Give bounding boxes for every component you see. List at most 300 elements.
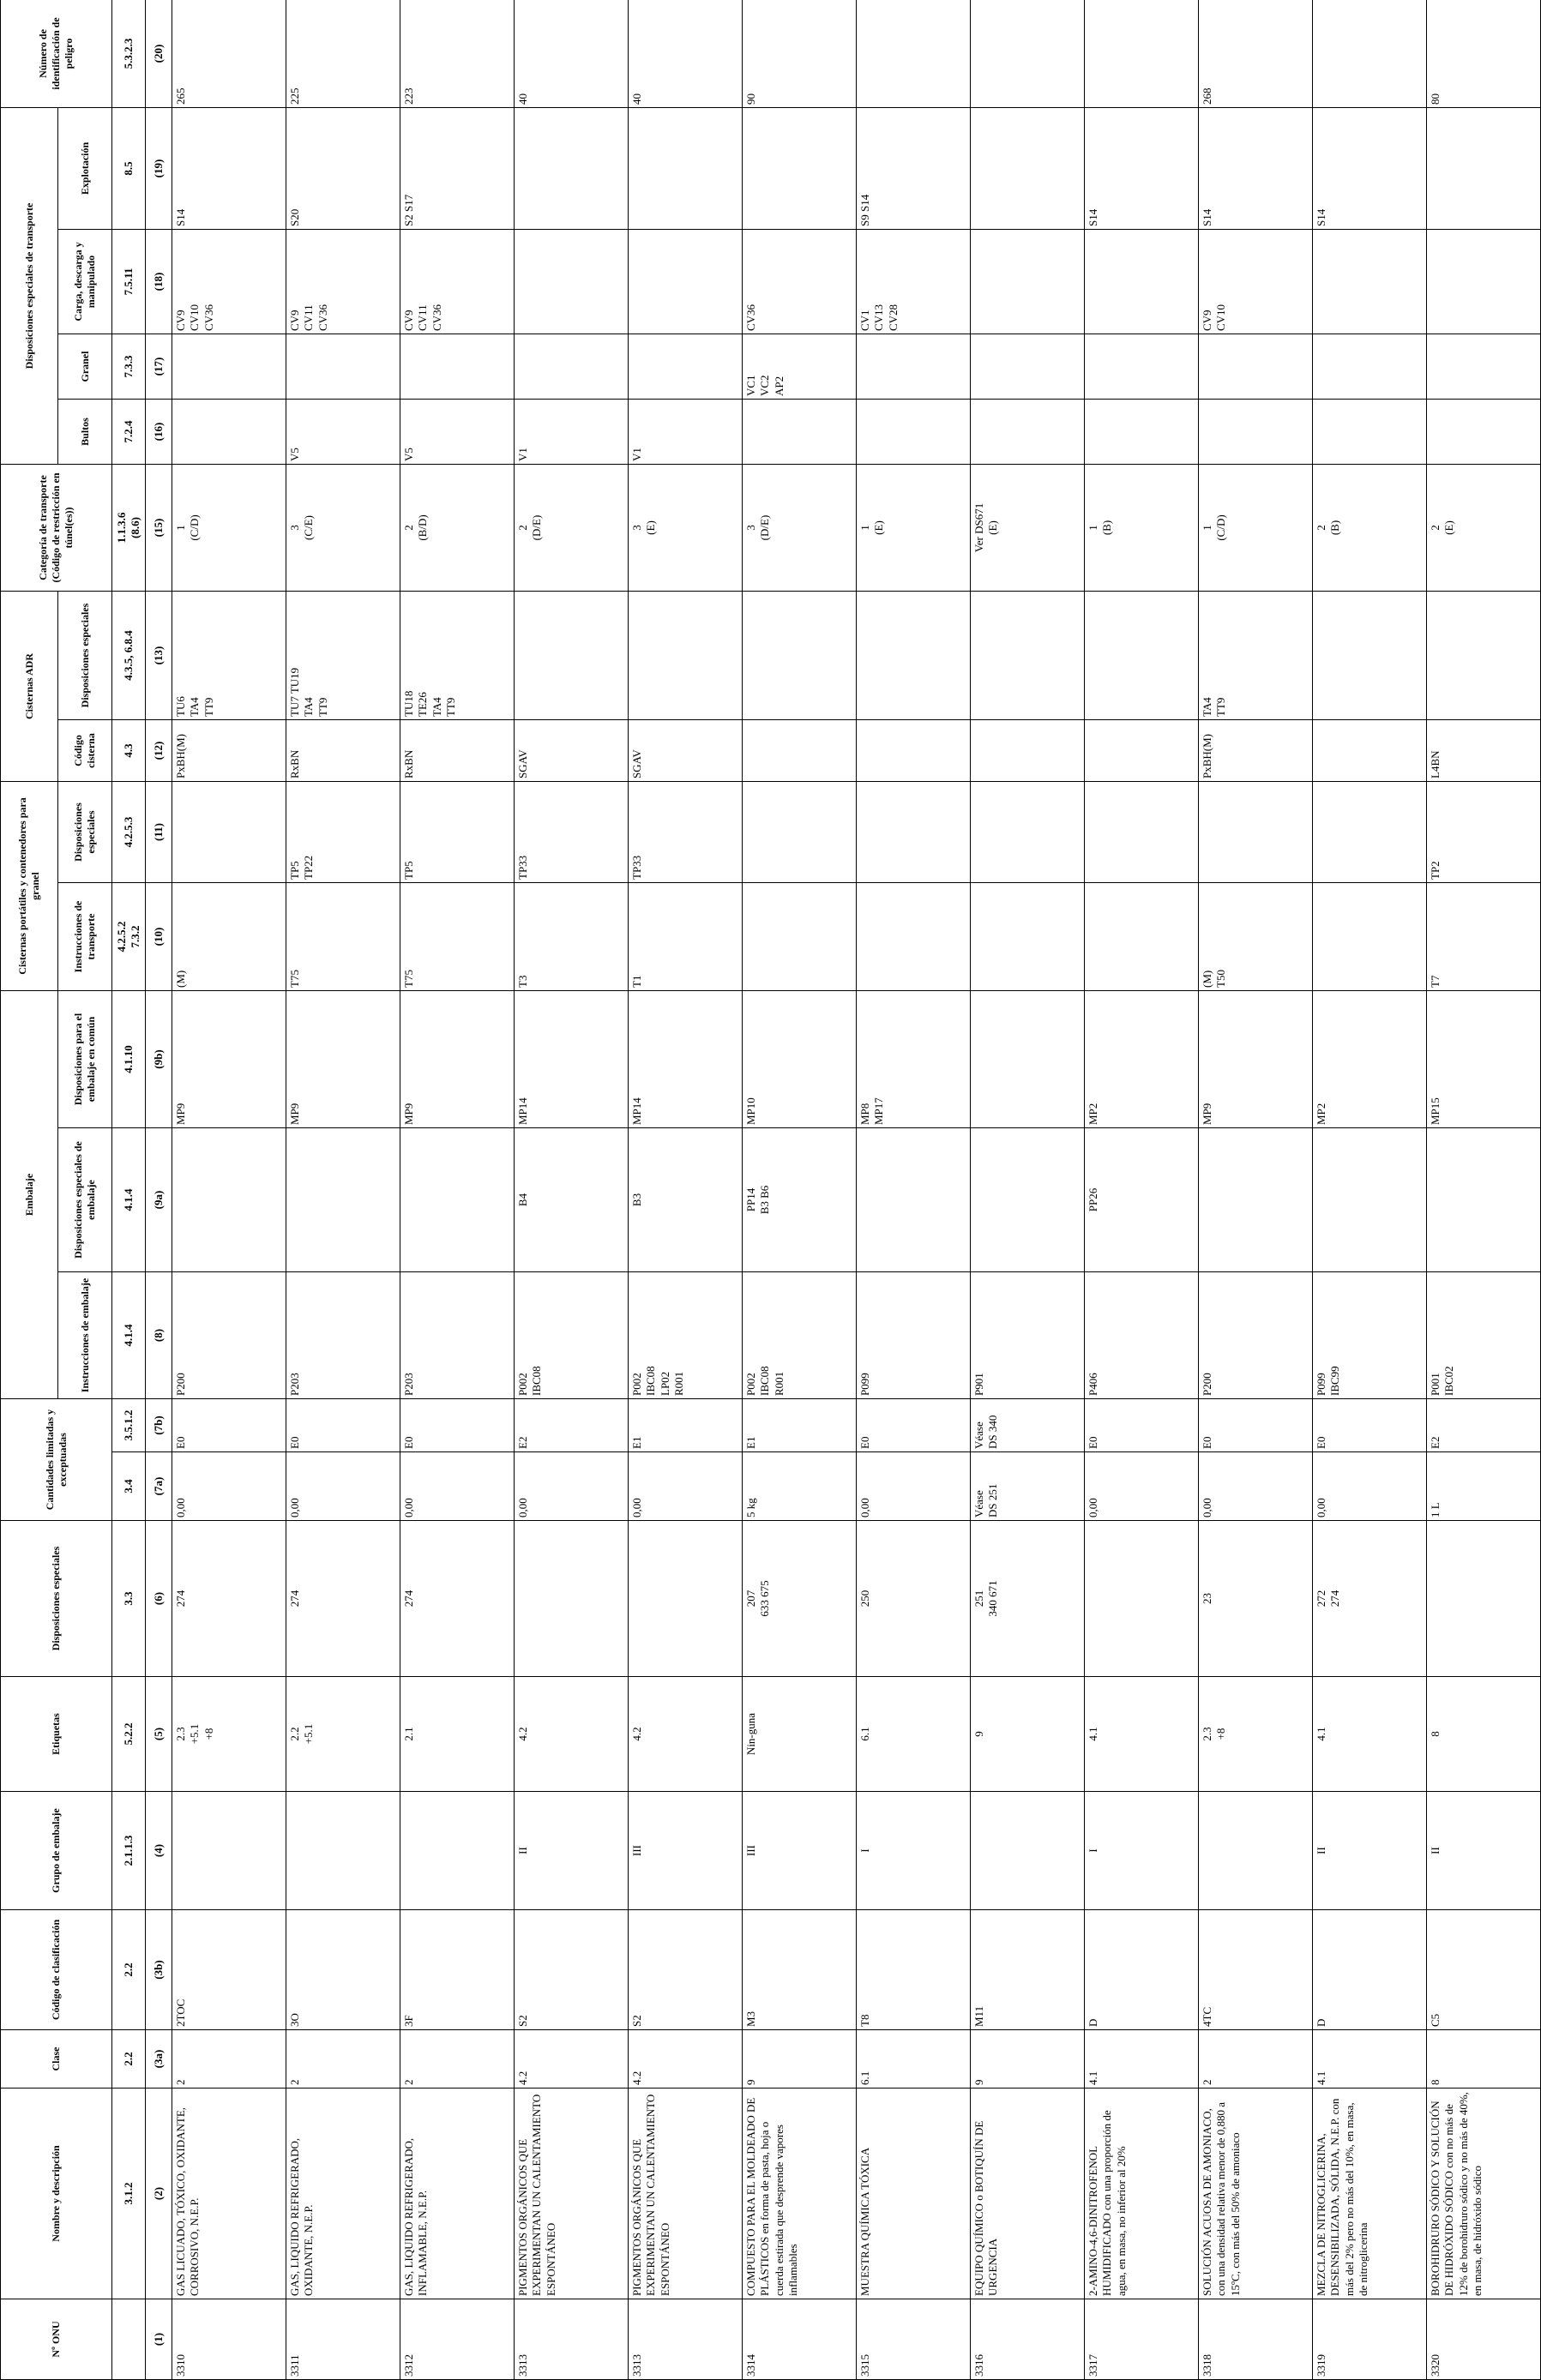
cell-clase: 2 [286, 2030, 400, 2089]
cell-cp-disp [1199, 782, 1313, 883]
table-row [515, 0, 629, 2380]
header-categoria: Categoría de transporte (Código de restricción en túnel(es)) [1, 465, 112, 592]
cell-cp-instr: (M) T50 [1199, 883, 1313, 991]
cell-adr-codigo: PxBH(M) [1199, 720, 1313, 782]
cell-etiquetas: 4.2 [629, 1677, 743, 1792]
cell-disp-esp [1085, 1521, 1199, 1677]
col-number: (1) [146, 2299, 172, 2380]
cell-bultos: V1 [629, 400, 743, 465]
ref-cell: 3.1.2 [112, 2089, 146, 2299]
ref-cell: 7.3.3 [112, 334, 146, 400]
cell-cp-disp [971, 782, 1085, 883]
cell-peligro: 223 [400, 0, 515, 107]
cell-cp-instr: T75 [400, 883, 515, 991]
cell-disp-esp: 23 [1199, 1521, 1313, 1677]
cell-cp-disp [743, 782, 857, 883]
cell-explotacion: S9 S14 [857, 107, 971, 229]
cell-peligro [857, 0, 971, 107]
cell-eq: E0 [1313, 1399, 1427, 1452]
cell-un: 3310 [172, 2299, 286, 2380]
cell-emb-instr: P200 [172, 1272, 286, 1399]
col-number: (5) [146, 1677, 172, 1792]
cell-adr-disp [1313, 592, 1427, 720]
cell-grupo [400, 1792, 515, 1910]
cell-bultos [743, 400, 857, 465]
cell-grupo: II [1313, 1792, 1427, 1910]
cell-categoria: 1 (B) [1085, 465, 1199, 592]
cell-adr-disp [743, 592, 857, 720]
cell-emb-disp [286, 1128, 400, 1272]
cell-emb-comun: MP14 [629, 991, 743, 1128]
cell-eq: E0 [857, 1399, 971, 1452]
cell-categoria: 3 (E) [629, 465, 743, 592]
cell-etiquetas: 9 [971, 1677, 1085, 1792]
ref-cell: 3.3 [112, 1521, 146, 1677]
ref-cell: 4.3 [112, 720, 146, 782]
cell-clase: 2 [400, 2030, 515, 2089]
cell-emb-comun: MP15 [1427, 991, 1541, 1128]
cell-cp-instr: (M) [172, 883, 286, 991]
cell-clase: 2 [172, 2030, 286, 2089]
cell-name: PIGMENTOS ORGÁNICOS QUE EXPERIMENTAN UN CALENTAMIENTO ESPONTÁNEO [515, 2089, 629, 2299]
col-number: (13) [146, 592, 172, 720]
cell-grupo [286, 1792, 400, 1910]
cell-adr-codigo: SGAV [629, 720, 743, 782]
cell-lq: 0,00 [857, 1452, 971, 1521]
cell-emb-instr: P203 [286, 1272, 400, 1399]
cell-codigo: S2 [515, 1910, 629, 2030]
cell-clase: 6.1 [857, 2030, 971, 2089]
cell-grupo [172, 1792, 286, 1910]
cell-cp-instr [1313, 883, 1427, 991]
cell-name: PIGMENTOS ORGÁNICOS QUE EXPERIMENTAN UN CALENTAMIENTO ESPONTÁNEO [629, 2089, 743, 2299]
cell-emb-disp [1427, 1128, 1541, 1272]
cell-grupo: I [857, 1792, 971, 1910]
table-row [629, 0, 743, 2380]
cell-grupo: II [515, 1792, 629, 1910]
header-cisternas-portatiles: Cisternas portátiles y contenedores para granel [1, 782, 58, 991]
cell-disp-esp: 274 [172, 1521, 286, 1677]
cell-cp-instr [1085, 883, 1199, 991]
cell-carga [1427, 230, 1541, 334]
cell-granel: VC1 VC2 AP2 [743, 334, 857, 400]
cell-cp-disp: TP2 [1427, 782, 1541, 883]
cell-codigo: D [1313, 1910, 1427, 2030]
cell-name: GAS, LIQUIDO REFRIGERADO, OXIDANTE, N.E.P. [286, 2089, 400, 2299]
cell-categoria: 2 (B) [1313, 465, 1427, 592]
cell-peligro [1085, 0, 1199, 107]
cell-emb-disp [971, 1128, 1085, 1272]
header-clase: Clase [1, 2030, 112, 2089]
cell-bultos [1199, 400, 1313, 465]
cell-adr-disp [515, 592, 629, 720]
col-number: (3a) [146, 2030, 172, 2089]
cell-lq: 0,00 [172, 1452, 286, 1521]
cell-codigo: 3F [400, 1910, 515, 2030]
cell-lq: 0,00 [1199, 1452, 1313, 1521]
table-row [743, 0, 857, 2380]
cell-bultos [857, 400, 971, 465]
ref-cell: 2.1.1.3 [112, 1792, 146, 1910]
cell-disp-esp: 274 [286, 1521, 400, 1677]
cell-name: MUESTRA QUÍMICA TÓXICA [857, 2089, 971, 2299]
cell-bultos: V1 [515, 400, 629, 465]
cell-disp-esp [515, 1521, 629, 1677]
cell-etiquetas: 4.2 [515, 1677, 629, 1792]
cell-cp-instr: T7 [1427, 883, 1541, 991]
cell-adr-codigo: PxBH(M) [172, 720, 286, 782]
cell-emb-instr: P203 [400, 1272, 515, 1399]
cell-clase: 9 [971, 2030, 1085, 2089]
ref-cell: 5.2.2 [112, 1677, 146, 1792]
cell-categoria: 2 (E) [1427, 465, 1541, 592]
cell-cp-disp [1085, 782, 1199, 883]
cell-carga: CV36 [743, 230, 857, 334]
ref-cell [112, 2299, 146, 2380]
header-emb-disp: Disposiciones especiales de embalaje [58, 1128, 112, 1272]
cell-explotacion [971, 107, 1085, 229]
cell-etiquetas: 6.1 [857, 1677, 971, 1792]
cell-emb-comun: MP2 [1085, 991, 1199, 1128]
table-row [1427, 0, 1541, 2380]
cell-emb-comun: MP9 [172, 991, 286, 1128]
cell-codigo: 2TOC [172, 1910, 286, 2030]
header-cantidades: Cantidades limitadas y exceptuadas [1, 1399, 112, 1521]
header-cp-instr: Instrucciones de transporte [58, 883, 112, 991]
table-row [1085, 0, 1199, 2380]
cell-un: 3311 [286, 2299, 400, 2380]
ref-cell: 2.2 [112, 2030, 146, 2089]
cell-carga [1313, 230, 1427, 334]
cell-grupo: I [1085, 1792, 1199, 1910]
cell-etiquetas: 4.1 [1085, 1677, 1199, 1792]
cell-etiquetas: Nin-guna [743, 1677, 857, 1792]
cell-codigo: S2 [629, 1910, 743, 2030]
cell-emb-disp [400, 1128, 515, 1272]
cell-cp-instr [971, 883, 1085, 991]
cell-peligro: 225 [286, 0, 400, 107]
cell-emb-comun: MP9 [400, 991, 515, 1128]
cell-cp-disp: TP5 [400, 782, 515, 883]
cell-name: GAS LICUADO, TÓXICO, OXIDANTE, CORROSIVO, N.E.P. [172, 2089, 286, 2299]
ref-cell: 4.3.5, 6.8.4 [112, 592, 146, 720]
header-codigo: Código de clasificación [1, 1910, 112, 2030]
cell-categoria: Ver DS671 (E) [971, 465, 1085, 592]
cell-un: 3313 [515, 2299, 629, 2380]
cell-emb-instr: P001 IBC02 [1427, 1272, 1541, 1399]
cell-disp-esp: 272 274 [1313, 1521, 1427, 1677]
col-number: (2) [146, 2089, 172, 2299]
cell-emb-disp [172, 1128, 286, 1272]
cell-emb-disp: PP26 [1085, 1128, 1199, 1272]
cell-emb-comun: MP2 [1313, 991, 1427, 1128]
table-row [286, 0, 400, 2380]
cell-adr-codigo [743, 720, 857, 782]
cell-explotacion: S14 [1199, 107, 1313, 229]
cell-explotacion [743, 107, 857, 229]
cell-etiquetas: 8 [1427, 1677, 1541, 1792]
cell-adr-codigo: RxBN [286, 720, 400, 782]
cell-peligro: 80 [1427, 0, 1541, 107]
cell-codigo: C5 [1427, 1910, 1541, 2030]
header-disp-esp: Disposiciones especiales [1, 1521, 112, 1677]
cell-adr-codigo: L4BN [1427, 720, 1541, 782]
cell-disp-esp [629, 1521, 743, 1677]
cell-clase: 4.1 [1313, 2030, 1427, 2089]
col-number: (10) [146, 883, 172, 991]
cell-emb-comun [971, 991, 1085, 1128]
cell-eq: E2 [1427, 1399, 1541, 1452]
cell-emb-comun: MP14 [515, 991, 629, 1128]
cell-lq: 0,00 [1313, 1452, 1427, 1521]
cell-carga: CV9 CV10 CV36 [172, 230, 286, 334]
cell-lq: 0,00 [629, 1452, 743, 1521]
cell-emb-instr: P002 IBC08 R001 [743, 1272, 857, 1399]
cell-adr-disp [857, 592, 971, 720]
col-number: (12) [146, 720, 172, 782]
cell-etiquetas: 4.1 [1313, 1677, 1427, 1792]
table-row [172, 0, 286, 2380]
cell-bultos [1085, 400, 1199, 465]
cell-clase: 4.2 [629, 2030, 743, 2089]
cell-clase: 4.2 [515, 2030, 629, 2089]
cell-cp-instr: T75 [286, 883, 400, 991]
cell-carga: CV9 CV11 CV36 [400, 230, 515, 334]
cell-etiquetas: 2.3 +8 [1199, 1677, 1313, 1792]
header-disp-transporte: Disposiciones especiales de transporte [1, 107, 58, 464]
header-embalaje: Embalaje [1, 991, 58, 1399]
cell-un: 3316 [971, 2299, 1085, 2380]
cell-eq: E2 [515, 1399, 629, 1452]
ref-cell: 4.1.10 [112, 991, 146, 1128]
cell-eq: E0 [400, 1399, 515, 1452]
cell-emb-disp [1199, 1128, 1313, 1272]
cell-un: 3313 [629, 2299, 743, 2380]
cell-un: 3317 [1085, 2299, 1199, 2380]
col-number: (7b) [146, 1399, 172, 1452]
cell-name: GAS, LIQUIDO REFRIGERADO, INFLAMABLE, N.E.P. [400, 2089, 515, 2299]
cell-grupo: III [743, 1792, 857, 1910]
cell-adr-disp: TU7 TU19 TA4 TT9 [286, 592, 400, 720]
cell-categoria: 1 (C/D) [1199, 465, 1313, 592]
cell-emb-comun: MP8 MP17 [857, 991, 971, 1128]
cell-cp-disp: TP33 [629, 782, 743, 883]
header-bultos: Bultos [58, 400, 112, 465]
cell-granel [400, 334, 515, 400]
cell-granel [1313, 334, 1427, 400]
cell-emb-instr: P406 [1085, 1272, 1199, 1399]
cell-adr-codigo: SGAV [515, 720, 629, 782]
header-grupo: Grupo de embalaje [1, 1792, 112, 1910]
cell-codigo: 4TC [1199, 1910, 1313, 2030]
cell-carga: CV9 CV11 CV36 [286, 230, 400, 334]
cell-peligro: 265 [172, 0, 286, 107]
cell-adr-disp: TA4 TT9 [1199, 592, 1313, 720]
cell-granel [286, 334, 400, 400]
cell-granel [1199, 334, 1313, 400]
cell-explotacion [515, 107, 629, 229]
col-number: (16) [146, 400, 172, 465]
cell-granel [1427, 334, 1541, 400]
ref-cell: 7.5.11 [112, 230, 146, 334]
cell-cp-disp [172, 782, 286, 883]
cell-emb-disp [1313, 1128, 1427, 1272]
table-body [172, 0, 1541, 2380]
cell-adr-codigo [971, 720, 1085, 782]
cell-cp-instr [857, 883, 971, 991]
cell-emb-disp: B4 [515, 1128, 629, 1272]
cell-codigo: D [1085, 1910, 1199, 2030]
header-explotacion: Explotación [58, 107, 112, 229]
cell-carga: CV1 CV13 CV28 [857, 230, 971, 334]
cell-eq: E1 [743, 1399, 857, 1452]
cell-carga [971, 230, 1085, 334]
cell-cp-disp: TP33 [515, 782, 629, 883]
col-number: (4) [146, 1792, 172, 1910]
ref-cell: 8.5 [112, 107, 146, 229]
cell-eq: Véase DS 340 [971, 1399, 1085, 1452]
cell-emb-comun: MP9 [1199, 991, 1313, 1128]
cell-categoria: 1 (C/D) [172, 465, 286, 592]
col-number: (18) [146, 230, 172, 334]
cell-lq: 0,00 [400, 1452, 515, 1521]
cell-clase: 9 [743, 2030, 857, 2089]
col-number: (15) [146, 465, 172, 592]
cell-peligro [971, 0, 1085, 107]
header-name: Nombre y descripción [1, 2089, 112, 2299]
cell-peligro [1313, 0, 1427, 107]
table-row [971, 0, 1085, 2380]
col-number: (7a) [146, 1452, 172, 1521]
cell-categoria: 3 (C/E) [286, 465, 400, 592]
cell-eq: E0 [1085, 1399, 1199, 1452]
cell-carga [515, 230, 629, 334]
col-number: (17) [146, 334, 172, 400]
cell-explotacion: S14 [1085, 107, 1199, 229]
cell-clase: 2 [1199, 2030, 1313, 2089]
header-granel: Granel [58, 334, 112, 400]
cell-emb-instr: P099 [857, 1272, 971, 1399]
col-number: (11) [146, 782, 172, 883]
ref-cell: 4.1.4 [112, 1128, 146, 1272]
cell-un: 3318 [1199, 2299, 1313, 2380]
header-adr-codigo: Código cisterna [58, 720, 112, 782]
table-row [1199, 0, 1313, 2380]
col-number: (8) [146, 1272, 172, 1399]
cell-bultos [1427, 400, 1541, 465]
cell-un: 3315 [857, 2299, 971, 2380]
cell-name: BOROHIDRURO SÓDICO Y SOLUCIÓN DE HIDRÓXIDO SÓDICO con no más de 12% de borohidruro sódico y no más de 40%, en masa, de hidróxido sódico [1427, 2089, 1541, 2299]
cell-disp-esp: 207 633 675 [743, 1521, 857, 1677]
cell-explotacion: S20 [286, 107, 400, 229]
cell-adr-disp: TU18 TE26 TA4 TT9 [400, 592, 515, 720]
col-number: (3b) [146, 1910, 172, 2030]
cell-bultos: V5 [400, 400, 515, 465]
ref-cell: 7.2.4 [112, 400, 146, 465]
cell-clase: 4.1 [1085, 2030, 1199, 2089]
cell-cp-instr [743, 883, 857, 991]
cell-name: MEZCLA DE NITROGLICERINA, DESENSIBILIZADA, SÓLIDA, N.E.P. con más del 2% pero no más del 10%, en masa, de nitroglicerina [1313, 2089, 1427, 2299]
cell-emb-disp: B3 [629, 1128, 743, 1272]
col-number: (6) [146, 1521, 172, 1677]
cell-carga: CV9 CV10 [1199, 230, 1313, 334]
cell-adr-disp [1085, 592, 1199, 720]
cell-lq: 0,00 [1085, 1452, 1199, 1521]
col-number: (9b) [146, 991, 172, 1128]
cell-disp-esp: 251 340 671 [971, 1521, 1085, 1677]
cell-carga [1085, 230, 1199, 334]
ref-cell: 2.2 [112, 1910, 146, 2030]
cell-disp-esp: 274 [400, 1521, 515, 1677]
cell-un: 3312 [400, 2299, 515, 2380]
cell-categoria: 1 (E) [857, 465, 971, 592]
ref-cell: 4.2.5.3 [112, 782, 146, 883]
cell-grupo: III [629, 1792, 743, 1910]
cell-granel [971, 334, 1085, 400]
ref-cell: 3.4 [112, 1452, 146, 1521]
cell-adr-codigo [1313, 720, 1427, 782]
cell-lq: Véase DS 251 [971, 1452, 1085, 1521]
cell-un: 3319 [1313, 2299, 1427, 2380]
cell-grupo [971, 1792, 1085, 1910]
ref-cell: 1.1.3.6 (8.6) [112, 465, 146, 592]
cell-peligro: 40 [515, 0, 629, 107]
cell-disp-esp: 250 [857, 1521, 971, 1677]
header-cp-disp: Disposiciones especiales [58, 782, 112, 883]
cell-emb-disp [857, 1128, 971, 1272]
ref-cell: 3.5.1.2 [112, 1399, 146, 1452]
cell-emb-disp: PP14 B3 B6 [743, 1128, 857, 1272]
header-emb-instr: Instrucciones de embalaje [58, 1272, 112, 1399]
cell-etiquetas: 2.1 [400, 1677, 515, 1792]
cell-name: COMPUESTO PARA EL MOLDEADO DE PLÁSTICOS en forma de pasta, hoja o cuerda estirada que desprende vapores inflamables [743, 2089, 857, 2299]
header-adr-disp: Disposiciones especiales [58, 592, 112, 720]
col-number: (20) [146, 0, 172, 107]
header-etiquetas: Etiquetas [1, 1677, 112, 1792]
cell-emb-comun: MP10 [743, 991, 857, 1128]
header-cisternas-adr: Cisternas ADR [1, 592, 58, 782]
cell-explotacion [629, 107, 743, 229]
reference-row [112, 0, 146, 2380]
cell-peligro: 268 [1199, 0, 1313, 107]
cell-granel [857, 334, 971, 400]
cell-name: SOLUCIÓN ACUOSA DE AMONIACO, con una densidad relativa menor de 0,880 a 15ºC, con más del 50% de amoniaco [1199, 2089, 1313, 2299]
cell-lq: 5 kg [743, 1452, 857, 1521]
table-row [857, 0, 971, 2380]
cell-bultos [971, 400, 1085, 465]
cell-adr-disp [629, 592, 743, 720]
cell-codigo: T8 [857, 1910, 971, 2030]
cell-emb-instr: P002 IBC08 [515, 1272, 629, 1399]
cell-cp-disp [857, 782, 971, 883]
cell-lq: 0,00 [286, 1452, 400, 1521]
cell-granel [172, 334, 286, 400]
cell-explotacion: S14 [172, 107, 286, 229]
cell-grupo: II [1427, 1792, 1541, 1910]
cell-categoria: 3 (D/E) [743, 465, 857, 592]
cell-un: 3320 [1427, 2299, 1541, 2380]
cell-eq: E0 [286, 1399, 400, 1452]
cell-peligro: 90 [743, 0, 857, 107]
cell-eq: E0 [1199, 1399, 1313, 1452]
cell-grupo [1199, 1792, 1313, 1910]
table-row [1313, 0, 1427, 2380]
cell-emb-instr: P099 IBC99 [1313, 1272, 1427, 1399]
cell-cp-instr: T1 [629, 883, 743, 991]
ref-cell: 5.3.2.3 [112, 0, 146, 107]
col-number: (19) [146, 107, 172, 229]
cell-adr-codigo [857, 720, 971, 782]
